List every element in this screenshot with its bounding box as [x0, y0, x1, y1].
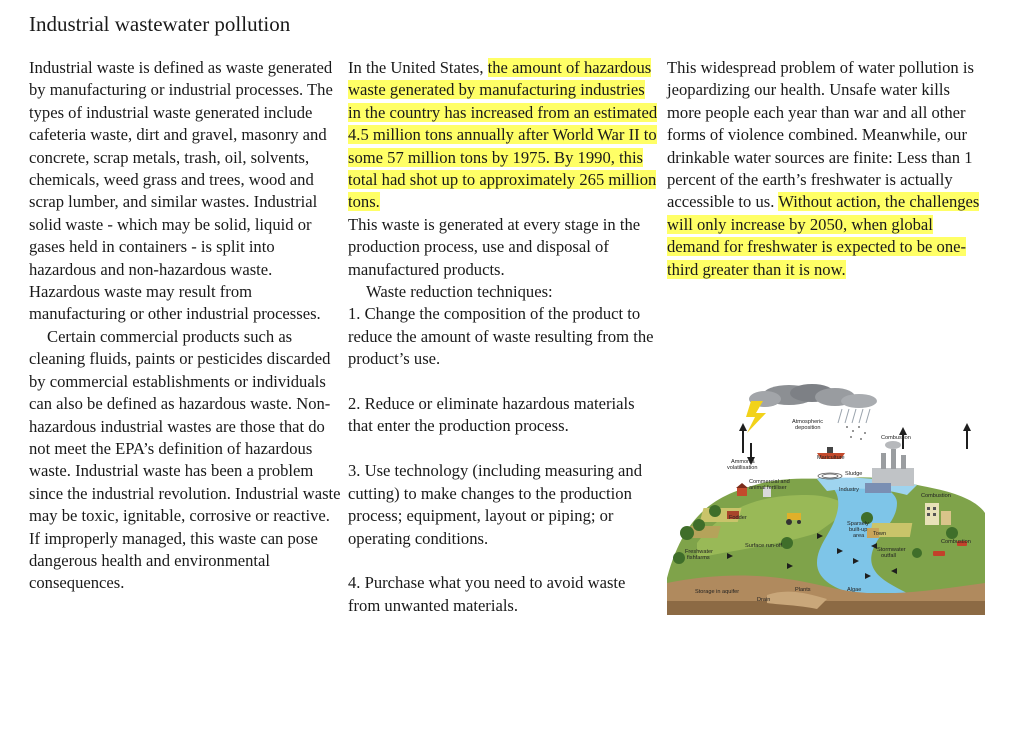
label-plants: Plants	[795, 587, 811, 593]
label-combustion-3: Combustion	[941, 539, 971, 545]
technique-4: 4. Purchase what you need to avoid waste from unwanted materials.	[348, 573, 626, 615]
label-runoff: Surface run-off	[745, 543, 782, 549]
label-atmospheric-2: deposition	[795, 425, 821, 431]
label-combustion-2: Combustion	[921, 493, 951, 499]
technique-2: 2. Reduce or eliminate hazardous materials that enter the production process.	[348, 394, 635, 436]
label-atmospheric-1: Atmospheric	[792, 419, 824, 425]
col2-highlight: the amount of hazardous waste generated by manufacturing industries in the country has increased from an estimated 4.5 million tons annually after World War II to some 57 million tons by 1975. By 1990, this total had shot up to approximately 265 million tons.	[348, 58, 658, 212]
col2-intro: In the United States,	[348, 58, 488, 77]
waste-reduction-heading: Waste reduction techniques:	[366, 282, 553, 302]
column-2	[348, 57, 660, 617]
technique-1: 1. Change the composition of the product to reduce the amount of waste resulting from the product’s use.	[348, 304, 654, 369]
label-industry: Industry	[839, 487, 859, 493]
label-mariculture: Mariculture	[817, 455, 845, 461]
col2-paragraph-1	[348, 57, 660, 214]
technique-3: 3. Use technology (including measuring and cutting) to make changes to the production process; equipment, layout or piping; or operating conditions.	[348, 461, 643, 548]
label-fishfarms-1: Freshwater	[685, 549, 713, 555]
col1-paragraph-1: Industrial waste is defined as waste generated by manufacturing or industrial processes. The types of industrial waste generated include cafeteria waste, dirt and gravel, masonry and concrete, scrap metals, trash, oil, solvents, chemicals, weed grass and trees, wood and scrap lumber, and similar wastes. Industrial solid waste - which may be solid, liquid or gases held in containers - is split into hazardous and non-hazardous waste. Hazardous waste may result from manufacturing or other industrial processes.	[29, 58, 333, 324]
column-1	[29, 57, 341, 595]
col3-paragraph	[667, 57, 985, 281]
column-3	[667, 57, 985, 281]
col3-highlight: Without action, the challenges will only increase by 2050, when global demand for freshwater is expected to be one-third greater than it is now.	[667, 192, 980, 279]
label-algae: Algae	[847, 587, 862, 593]
col1-paragraph-3: If improperly managed, this waste can pose dangerous health and environmental consequences.	[29, 528, 318, 593]
water-pollution-diagram	[667, 383, 985, 615]
col2-paragraph-2: This waste is generated at every stage in the production process, use and disposal of manufactured products.	[348, 214, 641, 279]
label-combustion-1: Combustion	[881, 435, 911, 441]
label-fishfarms-2: fishfarms	[687, 555, 710, 561]
label-town: Town	[873, 531, 887, 537]
col1-paragraph-2: Certain commercial products such as cleaning fluids, paints or pesticides discarded by commercial establishments or individuals can also be defined as hazardous waste. Non-hazardous industrial wastes are those that do not meet the EPA’s definition of hazardous waste. Industrial waste has been a problem since the industrial revolution. Industrial waste may be toxic, ignitable, corrosive or reactive.	[29, 326, 341, 526]
label-sludge: Sludge	[845, 471, 863, 477]
col3-plain: This widespread problem of water pollution is jeopardizing our health. Unsafe water kills more people each year than war and all other forms of violence combined. Meanwhile, our drinkable water sources are finite: Less than 1 percent of the earth’s freshwater is actually accessible to us.	[667, 58, 974, 212]
car-icon	[933, 551, 945, 556]
label-aquifer: Storage in aquifer	[695, 589, 740, 595]
page-title: Industrial wastewater pollution	[29, 12, 291, 36]
label-fertiliser-2: animal fertiliser	[749, 485, 787, 491]
label-stormwater-2: outfall	[881, 553, 896, 559]
label-sparsely-2: built-up	[849, 527, 868, 533]
label-sparsely-1: Sparsely	[847, 521, 869, 527]
label-fertiliser-1: Commercial and	[749, 479, 790, 485]
label-ammonia-2: volatilisation	[727, 465, 758, 471]
label-stormwater-1: Stormwater	[877, 547, 906, 553]
label-fodder: Fodder	[729, 515, 747, 521]
label-ammonia-1: Ammonia	[731, 459, 755, 465]
label-drain: Drain	[757, 597, 771, 603]
label-sparsely-3: area	[853, 533, 865, 539]
